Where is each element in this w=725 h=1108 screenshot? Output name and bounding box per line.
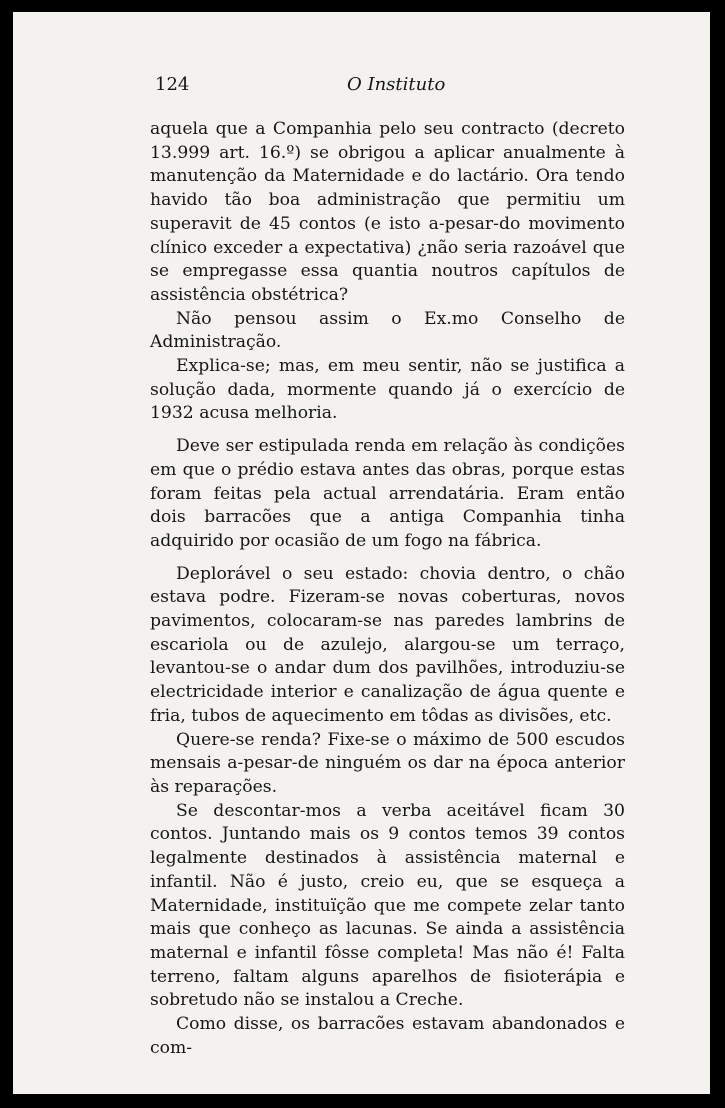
paragraph: Explica-se; mas, em meu sentir, não se justifica a solução dada, mormente quando já o exercício de 1932 acusa melhoria. <box>150 356 625 424</box>
paragraph: Como disse, os barracões estavam abandonados e com- <box>150 1014 625 1058</box>
paragraph: Deve ser estipulada renda em relação às condições em que o prédio estava antes das obras, porque estas foram feitas pela actual arrendatária. Eram então dois barracões que a antiga Companhia tinha adquirido por ocasião de um fogo na fábrica. <box>150 436 625 551</box>
page-header <box>155 74 625 100</box>
running-title: O Instituto <box>347 74 446 95</box>
paragraph: Deplorável o seu estado: chovia dentro, o chão estava podre. Fizeram-se novas coberturas, novos pavimentos, colocaram-se nas paredes lambrins de escariola ou de azulejo, alargou-se um terraço, levantou-se o andar dum dos pavilhões, introduziu-se electricidade interior e canalização de água quente e fria, tubos de aquecimento em tôdas as divisões, etc. <box>150 563 625 726</box>
page-body <box>150 118 625 1060</box>
paragraph: Não pensou assim o Ex.mo Conselho de Administração. <box>150 308 625 353</box>
page-number: 124 <box>155 74 190 95</box>
paragraph: Se descontar-mos a verba aceitável ficam 30 contos. Juntando mais os 9 contos temos 39 contos legalmente destinados à assistência maternal e infantil. Não é justo, creio eu, que se esqueça a Maternidade, instituïção que me compete zelar tanto mais que conheço as lacunas. Se ainda a assistência maternal e infantil fôsse completa! Mas não é! Falta terreno, faltam alguns aparelhos de fisioterápia e sobretudo não se instalou a Creche. <box>150 800 625 1011</box>
paragraph: Quere-se renda? Fixe-se o máximo de 500 escudos mensais a-pesar-de ninguém os dar na época anterior às reparações. <box>150 729 625 797</box>
paragraph: aquela que a Companhia pelo seu contracto (decreto 13.999 art. 16.º) se obrigou a aplicar anualmente à manutenção da Maternidade e do lactário. Ora tendo havido tão boa administração que permitiu um superavit de 45 contos (e isto a-pesar-do movimento clínico exceder a expectativa) ¿não seria razoável que se empregasse essa quantia noutros capítulos de assistência obstétrica? <box>150 119 625 305</box>
